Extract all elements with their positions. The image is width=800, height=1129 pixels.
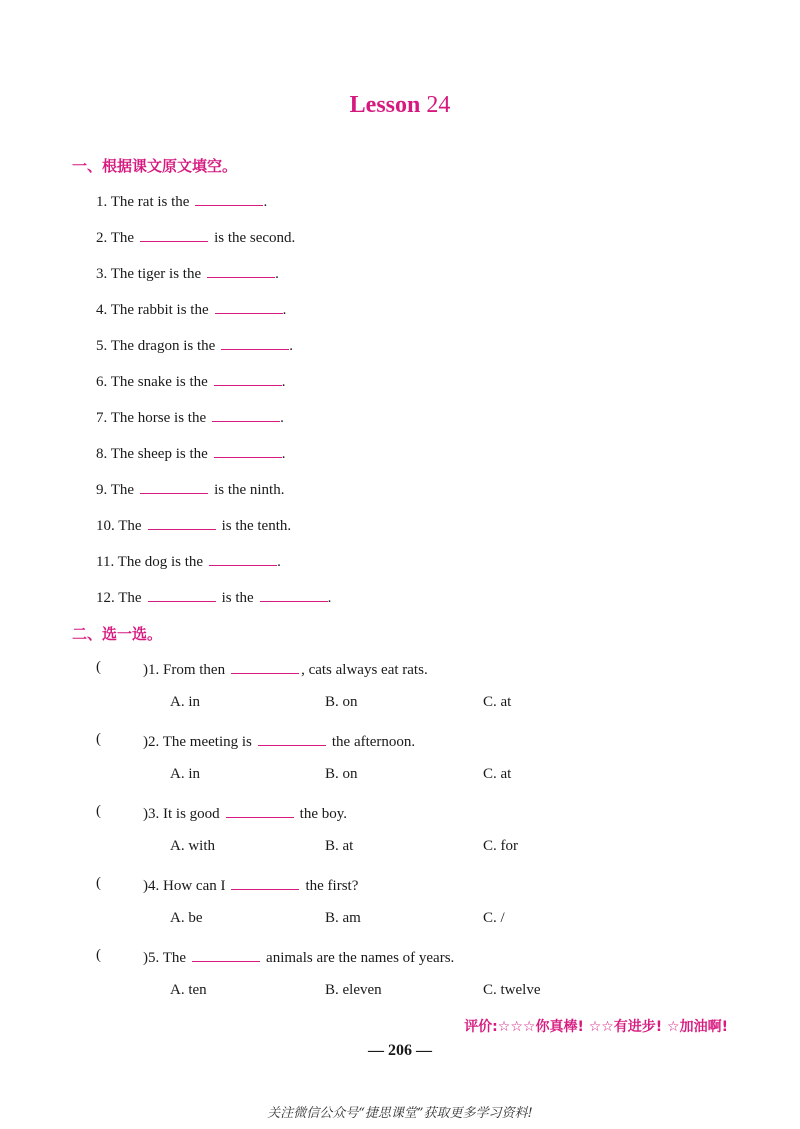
choice-option[interactable]: C. twelve (483, 982, 541, 998)
footer-note: 关注微信公众号“捷思课堂”获取更多学习资料! (267, 1106, 533, 1121)
item-text: is the second. (214, 230, 296, 246)
choice-option[interactable]: B. on (325, 694, 358, 710)
title-number: 24 (426, 92, 451, 118)
answer-blank[interactable] (226, 803, 294, 818)
page-title (0, 92, 800, 119)
fill-blank-item (96, 443, 286, 463)
item-text: 6. The snake is the (96, 374, 208, 390)
item-text: 2. The (96, 230, 135, 246)
answer-blank[interactable] (214, 371, 282, 386)
section-2-heading: 二、选一选。 (72, 625, 163, 643)
choice-question (143, 875, 358, 895)
choice-option[interactable]: B. at (325, 838, 354, 854)
item-text: . (277, 554, 281, 570)
item-text: is the ninth. (214, 482, 285, 498)
question-text: )1. From then (143, 662, 226, 678)
fill-blank-item (96, 263, 279, 283)
choice-question (143, 659, 428, 679)
choice-option[interactable]: A. be (170, 910, 203, 926)
choice-option[interactable]: B. on (325, 766, 358, 782)
item-text: . (281, 374, 286, 390)
item-text: . (289, 338, 294, 354)
question-text: )4. How can I (143, 878, 226, 894)
answer-blank[interactable] (231, 875, 299, 890)
answer-blank[interactable] (140, 227, 208, 242)
question-text: the first? (305, 878, 359, 894)
page-number: — 206 — (368, 1042, 432, 1059)
fill-blank-item (96, 407, 284, 427)
question-text: the boy. (299, 806, 348, 822)
item-text: is the tenth. (221, 518, 292, 534)
choice-option[interactable]: C. at (483, 766, 512, 782)
item-text: 7. The horse is the (96, 410, 207, 426)
answer-blank[interactable] (209, 551, 277, 566)
item-text: . (275, 266, 279, 282)
fill-blank-item (96, 299, 286, 319)
answer-blank[interactable] (260, 587, 328, 602)
question-text: )3. It is good (143, 806, 220, 822)
section-1-heading: 一、根据课文原文填空。 (72, 157, 238, 175)
answer-blank[interactable] (148, 515, 216, 530)
choice-option[interactable]: C. / (483, 910, 505, 926)
item-text: 3. The tiger is the (96, 266, 202, 282)
item-text: . (280, 410, 284, 426)
choice-question (143, 947, 454, 967)
rating-line: 评价:☆☆☆你真棒! ☆☆有进步! ☆加油啊! (464, 1019, 728, 1035)
fill-blank-item (96, 479, 284, 499)
choice-option[interactable]: A. in (170, 766, 200, 782)
question-text: the afternoon. (331, 734, 416, 750)
item-text: . (281, 446, 286, 462)
answer-blank[interactable] (195, 191, 263, 206)
question-text: animals are the names of years. (266, 950, 455, 966)
choice-question (143, 731, 415, 751)
answer-blank[interactable] (192, 947, 260, 962)
answer-blank[interactable] (221, 335, 289, 350)
answer-paren[interactable]: ( (96, 947, 101, 963)
item-text: . (282, 302, 287, 318)
fill-blank-item (96, 191, 267, 211)
item-text: 8. The sheep is the (96, 446, 208, 462)
fill-blank-item (96, 371, 286, 391)
answer-blank[interactable] (148, 587, 216, 602)
item-text: 11. The dog is the (96, 554, 204, 570)
answer-paren[interactable]: ( (96, 659, 101, 675)
choice-option[interactable]: A. in (170, 694, 200, 710)
choice-option[interactable]: A. ten (170, 982, 207, 998)
item-text: 9. The (96, 482, 135, 498)
choice-option[interactable]: B. am (325, 910, 361, 926)
answer-paren[interactable]: ( (96, 803, 101, 819)
item-text: 12. The (96, 590, 142, 606)
fill-blank-item (96, 335, 293, 355)
item-text: 5. The dragon is the (96, 338, 216, 354)
question-text: )2. The meeting is (143, 734, 252, 750)
item-text: 1. The rat is the (96, 194, 190, 210)
title-word: Lesson (349, 92, 421, 118)
choice-question (143, 803, 347, 823)
answer-blank[interactable] (140, 479, 208, 494)
item-text: is the (221, 590, 254, 606)
answer-blank[interactable] (231, 659, 299, 674)
answer-blank[interactable] (212, 407, 280, 422)
item-text: 4. The rabbit is the (96, 302, 209, 318)
item-text: . (263, 194, 268, 210)
item-text: 10. The (96, 518, 142, 534)
answer-blank[interactable] (258, 731, 326, 746)
question-text: )5. The (143, 950, 187, 966)
question-text: , cats always eat rats. (301, 662, 428, 678)
answer-blank[interactable] (214, 443, 282, 458)
fill-blank-item (96, 587, 331, 607)
answer-paren[interactable]: ( (96, 875, 101, 891)
choice-option[interactable]: C. at (483, 694, 512, 710)
fill-blank-item (96, 227, 295, 247)
fill-blank-item (96, 551, 281, 571)
choice-option[interactable]: C. for (483, 838, 518, 854)
answer-blank[interactable] (207, 263, 275, 278)
answer-paren[interactable]: ( (96, 731, 101, 747)
answer-blank[interactable] (215, 299, 283, 314)
fill-blank-item (96, 515, 291, 535)
item-text: . (327, 590, 332, 606)
choice-option[interactable]: A. with (170, 838, 215, 854)
choice-option[interactable]: B. eleven (325, 982, 382, 998)
